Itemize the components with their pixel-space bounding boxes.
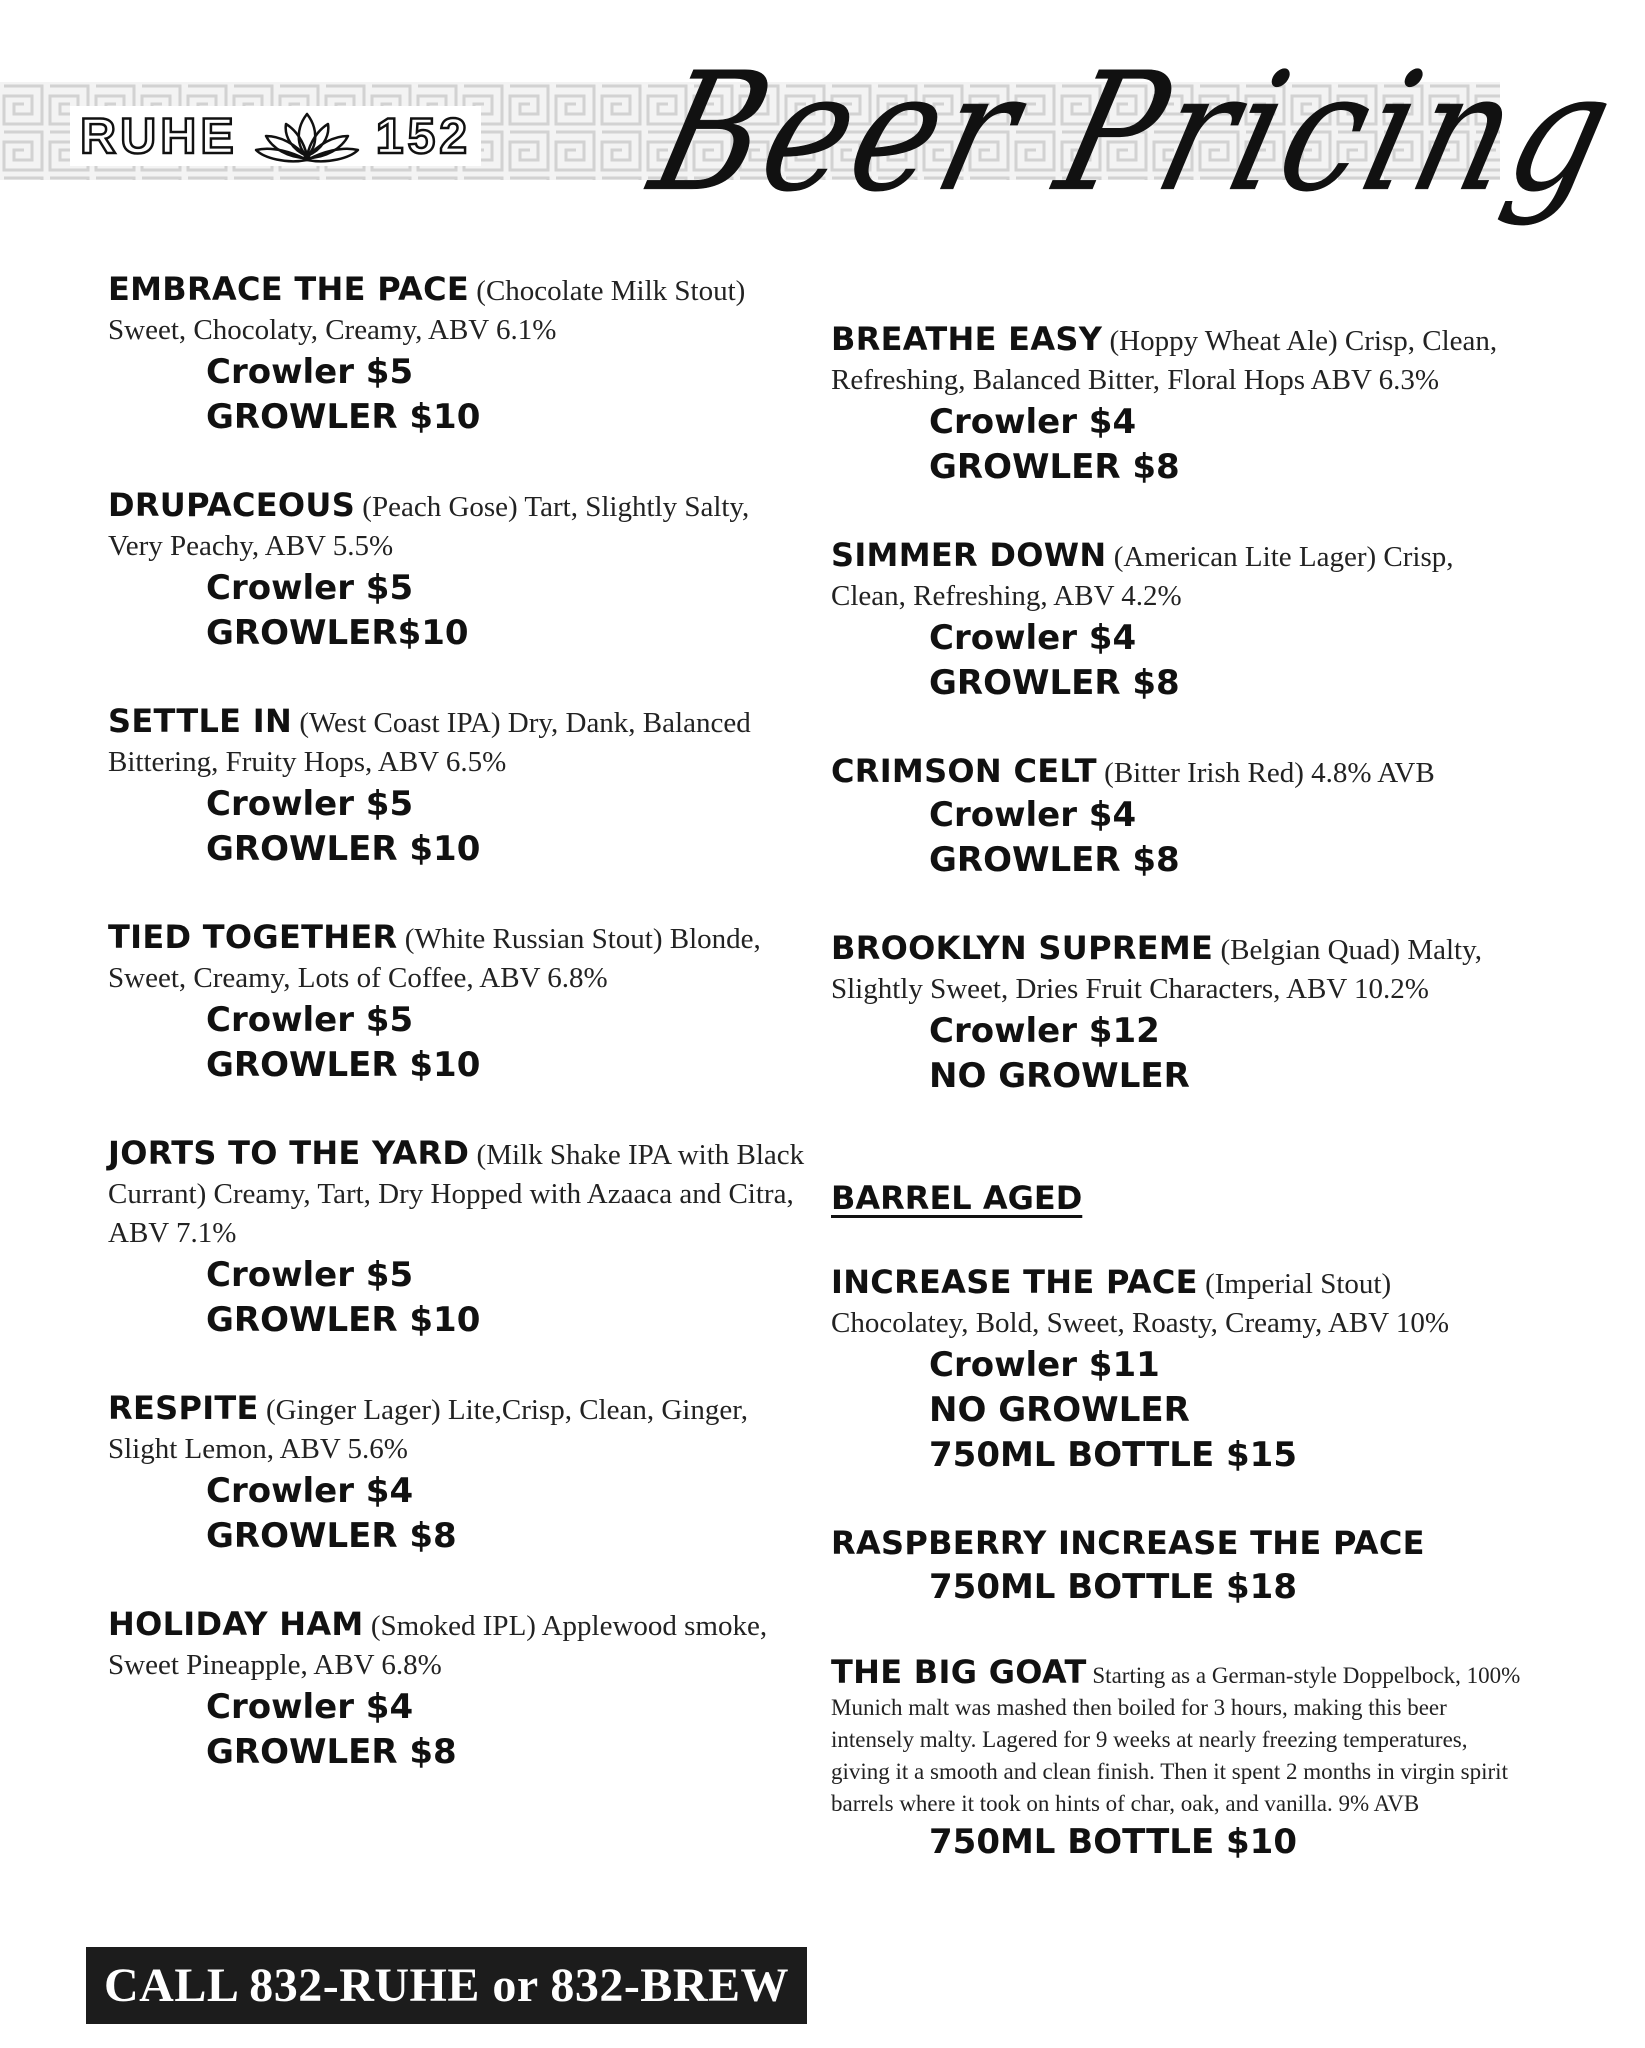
- beer-name: EMBRACE THE PACE: [108, 270, 470, 308]
- call-text: CALL 832-RUHE or 832-BREW: [104, 1959, 789, 2012]
- brand-right-text: 152: [375, 108, 472, 164]
- lotus-icon: [252, 106, 362, 166]
- beer-name: SIMMER DOWN: [831, 536, 1107, 574]
- beer-entry: [831, 929, 1531, 1099]
- beer-entry: [108, 918, 808, 1088]
- barrel-aged-heading: BARREL AGED: [831, 1179, 1083, 1217]
- price-line: Crowler $4: [929, 402, 1137, 442]
- price-line: Crowler $12: [929, 1011, 1160, 1051]
- beer-entry: [108, 1605, 808, 1775]
- price-line: Crowler $5: [206, 352, 414, 392]
- price-line: GROWLER $10: [206, 1300, 481, 1340]
- beer-description: (Chocolate Milk Stout) Sweet, Chocolaty, Creamy, ABV 6.1%: [108, 275, 746, 346]
- beer-description: (American Lite Lager) Crisp, Clean, Refreshing, ABV 4.2%: [831, 541, 1454, 612]
- page-title: Beer Pricing: [636, 38, 1634, 228]
- price-line: GROWLER $10: [206, 1045, 481, 1085]
- beer-description: (Hoppy Wheat Ale) Crisp, Clean, Refreshing, Balanced Bitter, Floral Hops ABV 6.3%: [831, 325, 1498, 396]
- beer-name: RASPBERRY INCREASE THE PACE: [831, 1524, 1425, 1562]
- brand-left-text: RUHE: [80, 108, 238, 164]
- beer-name: DRUPACEOUS: [108, 486, 356, 524]
- price-line: 750ML BOTTLE $18: [929, 1567, 1297, 1607]
- beer-name: JORTS TO THE YARD: [108, 1134, 470, 1172]
- price-line: NO GROWLER: [929, 1056, 1190, 1096]
- price-line: GROWLER $8: [929, 840, 1180, 880]
- beer-description: (Ginger Lager) Lite,Crisp, Clean, Ginger, Slight Lemon, ABV 5.6%: [108, 1394, 748, 1465]
- beer-entry: [831, 1524, 1531, 1610]
- beer-name: INCREASE THE PACE: [831, 1263, 1198, 1301]
- beer-name: SETTLE IN: [108, 702, 293, 740]
- beer-description: (Smoked IPL) Applewood smoke, Sweet Pineapple, ABV 6.8%: [108, 1610, 768, 1681]
- beer-name: RESPITE: [108, 1389, 259, 1427]
- beer-entry: [831, 752, 1531, 883]
- beer-name: BREATHE EASY: [831, 320, 1103, 358]
- beer-entry: [108, 702, 808, 872]
- beer-description: (Belgian Quad) Malty, Slightly Sweet, Dries Fruit Characters, ABV 10.2%: [831, 934, 1482, 1005]
- beer-name: THE BIG GOAT: [831, 1653, 1087, 1691]
- beer-description: (Milk Shake IPA with Black Currant) Creamy, Tart, Dry Hopped with Azaaca and Citra, ABV 7.1%: [108, 1139, 805, 1249]
- price-line: GROWLER$10: [206, 613, 469, 653]
- beer-entry: [831, 1653, 1531, 1865]
- beer-entry: [108, 1389, 808, 1559]
- price-line: Crowler $5: [206, 784, 414, 824]
- price-line: Crowler $11: [929, 1345, 1160, 1385]
- beer-name: BROOKLYN SUPREME: [831, 929, 1214, 967]
- beer-description: (White Russian Stout) Blonde, Sweet, Creamy, Lots of Coffee, ABV 6.8%: [108, 923, 761, 994]
- beer-description: (West Coast IPA) Dry, Dank, Balanced Bittering, Fruity Hops, ABV 6.5%: [108, 707, 751, 778]
- beer-entry: [831, 536, 1531, 706]
- beer-name: HOLIDAY HAM: [108, 1605, 364, 1643]
- beer-name: CRIMSON CELT: [831, 752, 1097, 790]
- brand-logo: [70, 106, 481, 166]
- right-column: [831, 320, 1531, 1911]
- beer-description: (Peach Gose) Tart, Slightly Salty, Very Peachy, ABV 5.5%: [108, 491, 750, 562]
- price-line: GROWLER $8: [206, 1732, 457, 1772]
- price-line: Crowler $5: [206, 1000, 414, 1040]
- left-column: [108, 270, 808, 1821]
- price-line: Crowler $4: [929, 618, 1137, 658]
- beer-description: (Bitter Irish Red) 4.8% AVB: [1096, 757, 1435, 789]
- beer-description: (Imperial Stout) Chocolatey, Bold, Sweet, Roasty, Creamy, ABV 10%: [831, 1268, 1450, 1339]
- price-line: GROWLER $8: [929, 447, 1180, 487]
- price-line: NO GROWLER: [929, 1390, 1190, 1430]
- beer-entry: [831, 1263, 1531, 1478]
- price-line: GROWLER $10: [206, 829, 481, 869]
- header: [0, 0, 1645, 270]
- beer-entry: [108, 270, 808, 440]
- price-line: Crowler $5: [206, 568, 414, 608]
- beer-entry: [831, 320, 1531, 490]
- price-line: GROWLER $10: [206, 397, 481, 437]
- price-line: Crowler $5: [206, 1255, 414, 1295]
- beer-name: TIED TOGETHER: [108, 918, 398, 956]
- price-line: Crowler $4: [929, 795, 1137, 835]
- beer-entry: [108, 1134, 808, 1343]
- beer-description: Starting as a German-style Doppelbock, 100% Munich malt was mashed then boiled for 3 hours, making this beer intensely malty. Lagered for 9 weeks at nearly freezing temperatures, giving it a smooth and clean finish. Then it spent 2 months in virgin spirit barrels where it took on hints of char, oak, and vanilla. 9% AVB: [831, 1663, 1521, 1816]
- call-banner: [86, 1947, 807, 2024]
- price-line: 750ML BOTTLE $15: [929, 1435, 1297, 1475]
- price-line: 750ML BOTTLE $10: [929, 1822, 1297, 1862]
- price-line: GROWLER $8: [206, 1516, 457, 1556]
- price-line: Crowler $4: [206, 1471, 414, 1511]
- price-line: Crowler $4: [206, 1687, 414, 1727]
- price-line: GROWLER $8: [929, 663, 1180, 703]
- beer-entry: [108, 486, 808, 656]
